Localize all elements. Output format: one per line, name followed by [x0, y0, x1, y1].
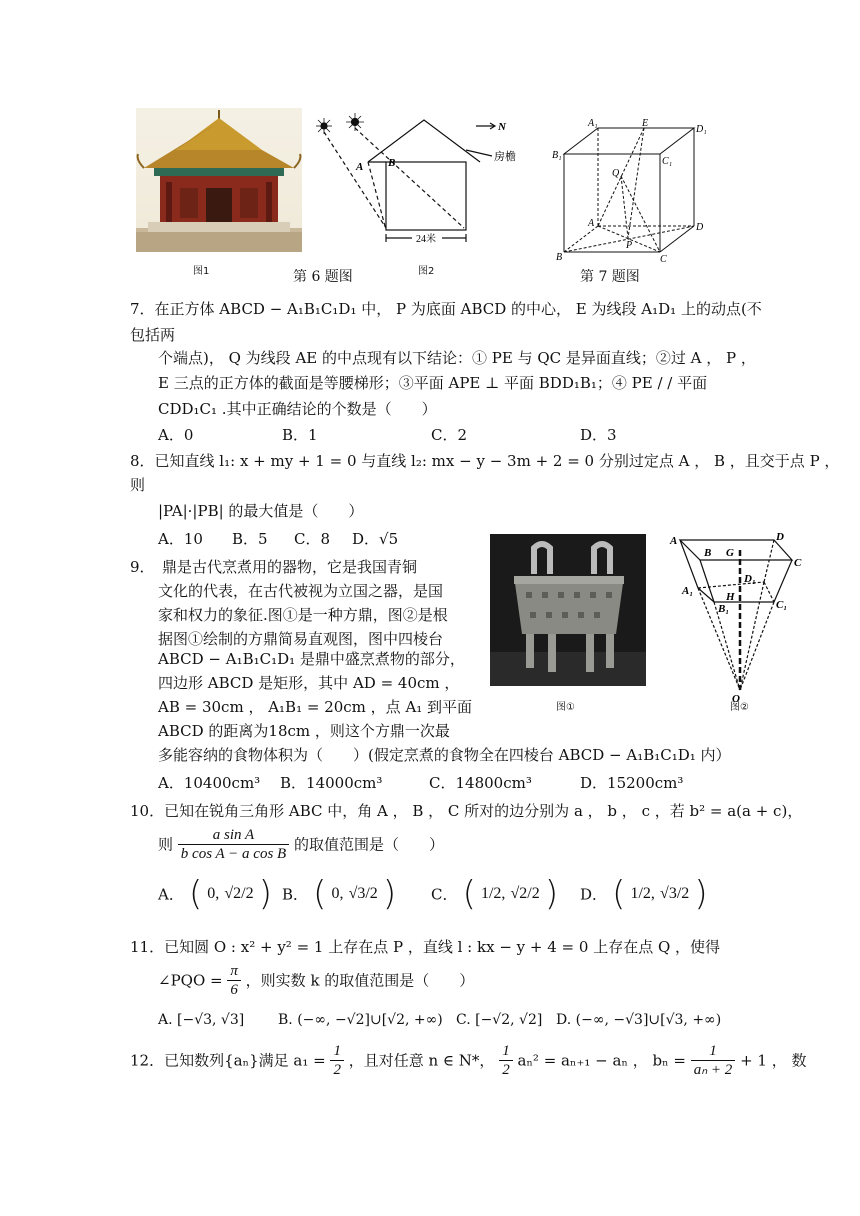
q12-b-fraction [691, 1042, 736, 1079]
ding-diagram-caption: 图② [730, 702, 749, 713]
ding-label-d: D [776, 531, 784, 543]
cube-label-b: B [556, 252, 563, 263]
cube-label-c: C [660, 254, 667, 265]
q8-option-b: B．5 [232, 530, 268, 548]
q10-line2 [158, 826, 444, 863]
q10-option-c-label: C． [431, 885, 458, 904]
q9-line5: ABCD − A₁B₁C₁D₁ 是鼎中盛烹煮物的部分， [158, 650, 465, 668]
q10-option-d-label: D． [580, 885, 608, 904]
q10-line1: 10．已知在锐角三角形 ABC 中，角 A ， B ， C 所对的边分别为 a ， b ， c ，若 b² = a(a + c)， [130, 802, 803, 820]
q10-prefix: 则 [158, 835, 174, 854]
q12-prefix: 12．已知数列{aₙ}满足 a₁ = [130, 1051, 326, 1070]
ding-frustum-diagram [668, 530, 816, 710]
q9-line9: 多能容纳的食物体积为（ ）(假定烹煮的食物全在四棱台 ABCD − A₁B₁C₁D₁ 内） [158, 746, 731, 764]
q10-option-a-label: A． [158, 885, 184, 904]
cube-label-d1: D₁ [696, 124, 707, 135]
north-label: N [498, 121, 506, 133]
q10-option-a-left: 0, [207, 885, 220, 902]
left-paren: ( [188, 874, 203, 914]
q10-frac-denominator: b cos A − a cos B [180, 846, 287, 862]
fig1-caption: 图1 [193, 266, 210, 277]
q11-option-a: A. [−√3, √3] [158, 1012, 245, 1028]
ding-label-c: C [794, 557, 802, 569]
q10-option-b-right: √3/2 [348, 885, 378, 902]
ding-label-h: H [726, 591, 735, 603]
ding-label-d1: D₁ [744, 573, 756, 585]
cube-diagram [552, 116, 724, 266]
q8-line3: |PA|·|PB| 的最大值是（ ） [158, 502, 364, 520]
q11-frac-numerator: π [227, 962, 241, 981]
q11-line2 [158, 962, 474, 999]
q11-frac-denominator: 6 [230, 982, 238, 998]
q12-a1-numerator: 1 [330, 1042, 344, 1061]
eave-label: 房檐 [494, 151, 516, 163]
q9-line7: AB = 30cm ， A₁B₁ = 20cm ，点 A₁ 到平面 [158, 698, 473, 716]
q11-suffix: ，则实数 k 的取值范围是（ ） [245, 971, 475, 990]
q12-mid: ，且对任意 n ∈ N*， [348, 1051, 495, 1070]
ding-photo-caption: 图① [556, 702, 575, 713]
q9-line1: 9． 鼎是古代烹煮用的器物，它是我国青铜 [130, 558, 418, 576]
ding-label-c1: C₁ [776, 599, 788, 611]
q9-line4: 据图①绘制的方鼎简易直观图，图中四棱台 [158, 630, 444, 648]
q7-line4: E 三点的正方体的截面是等腰梯形；③平面 APE ⊥ 平面 BDD₁B₁；④ PE / / 平面 [158, 374, 708, 392]
point-b-label: B [388, 157, 396, 169]
cube-label-e: E [642, 118, 649, 129]
q7-line3: 个端点)， Q 为线段 AE 的中点现有以下结论：① PE 与 QC 是异面直线；②过 A ， P ， [158, 349, 756, 367]
q10-option-b-left: 0, [331, 885, 344, 902]
ding-label-a: A [670, 535, 678, 547]
q8-option-d: D．√5 [352, 530, 399, 548]
left-paren: ( [612, 874, 626, 914]
q7-line2: 包括两 [130, 326, 176, 344]
ding-label-o: O [732, 693, 740, 705]
left-paren: ( [313, 874, 327, 914]
q9-line3: 家和权力的象征.图①是一种方鼎，图②是根 [158, 606, 448, 624]
q12-rec-numerator: 1 [499, 1042, 513, 1061]
sun-house-diagram [312, 110, 516, 260]
q12-line [130, 1042, 807, 1079]
q11-option-c: C. [−√2, √2] [456, 1012, 543, 1028]
q10-option-d [580, 874, 708, 914]
q10-fraction [178, 826, 289, 863]
q10-option-b [282, 874, 396, 914]
cube-label-a: A [588, 218, 595, 229]
q10-option-c-left: 1/2, [480, 885, 506, 902]
pavilion-photo [136, 108, 302, 252]
cube-label-c1: C₁ [662, 156, 673, 167]
cube-label-b1: B₁ [552, 150, 562, 161]
q11-line1: 11．已知圆 O : x² + y² = 1 上存在点 P ，直线 l : kx − y + 4 = 0 上存在点 Q ，使得 [130, 938, 721, 956]
fig7-caption: 第 7 题图 [580, 269, 640, 285]
q9-line2: 文化的代表，在古代被视为立国之器，是国 [158, 582, 444, 600]
q8-line1: 8．已知直线 l₁: x + my + 1 = 0 与直线 l₂: mx − y − 3m + 2 = 0 分别过定点 A ， B ，且交于点 P ， [130, 452, 840, 470]
q10-option-c-right: √2/2 [510, 885, 540, 902]
cube-label-p: P [626, 240, 633, 251]
q10-option-d-left: 1/2, [630, 885, 655, 902]
q10-option-a-right: √2/2 [224, 885, 254, 902]
q10-option-b-label: B． [282, 885, 309, 904]
q10-suffix: 的取值范围是（ ） [293, 835, 444, 854]
q7-line5: CDD₁C₁ .其中正确结论的个数是（ ） [158, 400, 437, 418]
right-paren: ) [382, 874, 397, 914]
ding-label-b: B [704, 547, 712, 559]
point-a-label: A [356, 161, 364, 173]
q10-frac-numerator: a sin A [178, 826, 289, 845]
left-paren: ( [462, 874, 476, 914]
q11-fraction [227, 962, 241, 999]
q12-rec-fraction [499, 1042, 513, 1079]
q9-line6: 四边形 ABCD 是矩形，其中 AD = 40cm ， [158, 674, 460, 692]
q12-suffix: + 1 ， 数 [740, 1051, 807, 1070]
q8-line2: 则 [130, 476, 146, 494]
q7-option-c: C．2 [431, 426, 468, 444]
right-paren: ) [694, 874, 708, 914]
q9-option-c: C．14800cm³ [429, 774, 532, 792]
q11-prefix: ∠PQO = [158, 971, 223, 990]
q10-option-c [431, 874, 558, 914]
q12-b-denominator: aₙ + 2 [693, 1062, 733, 1078]
width-label: 24米 [416, 234, 436, 245]
q12-a1-denominator: 2 [333, 1062, 341, 1078]
q9-option-b: B．14000cm³ [280, 774, 383, 792]
ding-label-b1: B₁ [718, 603, 730, 615]
q12-a1-fraction [330, 1042, 344, 1079]
q10-option-a [158, 874, 272, 914]
cube-label-q: Q [612, 168, 620, 179]
q7-option-d: D．3 [580, 426, 617, 444]
cube-label-d: D [696, 222, 704, 233]
q7-option-b: B．1 [282, 426, 318, 444]
q9-option-a: A．10400cm³ [158, 774, 261, 792]
ding-label-g: G [726, 547, 734, 559]
q7-option-a: A．0 [158, 426, 194, 444]
q9-line8: ABCD 的距离为18cm ，则这个方鼎一次最 [158, 722, 450, 740]
q8-option-c: C．8 [294, 530, 331, 548]
q12-rec-denominator: 2 [502, 1062, 510, 1078]
q11-option-b: B. (−∞, −√2]∪[√2, +∞) [278, 1012, 443, 1028]
right-paren: ) [258, 874, 272, 914]
q7-line1: 7．在正方体 ABCD − A₁B₁C₁D₁ 中， P 为底面 ABCD 的中心， E 为线段 A₁D₁ 上的动点(不 [130, 300, 762, 318]
cube-label-a1: A₁ [588, 118, 598, 129]
ding-label-a1: A₁ [682, 585, 694, 597]
q12-rec-tail: aₙ² = aₙ₊₁ − aₙ ， bₙ = [517, 1051, 686, 1070]
q12-b-numerator: 1 [691, 1042, 736, 1061]
q11-option-d: D. (−∞, −√3]∪[√3, +∞) [556, 1012, 722, 1028]
fig6-caption: 第 6 题图 [293, 269, 353, 285]
q10-option-d-right: √3/2 [660, 885, 690, 902]
fig2-caption: 图2 [418, 266, 435, 277]
q8-option-a: A．10 [158, 530, 203, 548]
ding-photo [490, 534, 646, 686]
right-paren: ) [544, 874, 559, 914]
q9-option-d: D．15200cm³ [580, 774, 684, 792]
